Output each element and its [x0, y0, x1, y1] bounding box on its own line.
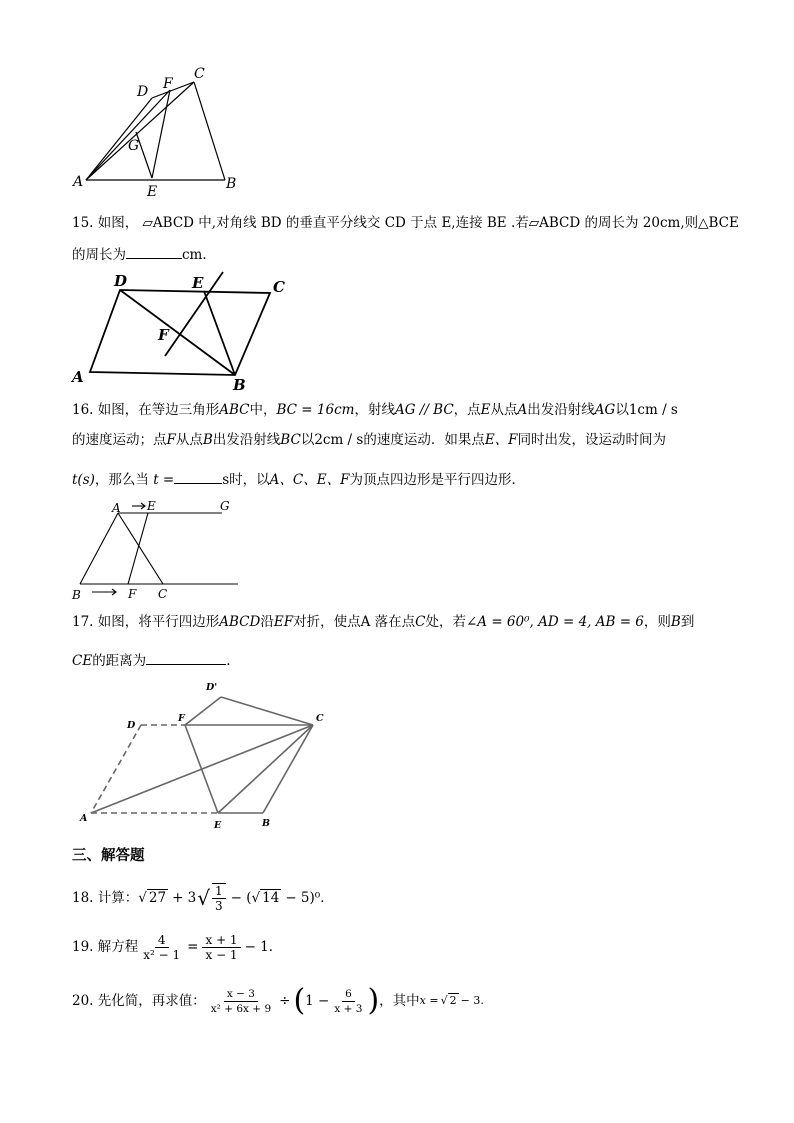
q16-text: 16. 如图，在等边三角形 — [72, 402, 220, 418]
label-F: F — [128, 587, 137, 601]
label-C: C — [273, 278, 285, 296]
sqrt-27-radicand: 27 — [148, 890, 167, 906]
q16-text: 以 — [300, 432, 315, 448]
parallelogram-ABCD — [90, 290, 270, 375]
q19-number: 19. 解方程 — [72, 939, 139, 955]
q16-math: F — [166, 432, 176, 448]
answer-blank-q17[interactable] — [146, 650, 226, 665]
segment-BE — [204, 291, 235, 375]
q17-line2 — [72, 650, 230, 670]
fraction-6-over — [331, 987, 365, 1016]
q15-line2-post: cm. — [182, 247, 207, 263]
q16-math: AG — [594, 402, 616, 418]
label-A: A — [73, 174, 84, 190]
label-E: E — [192, 274, 204, 292]
q20-text: ，其中 — [379, 993, 420, 1009]
label-C: C — [194, 66, 205, 82]
figure-q17-svg — [75, 678, 345, 838]
sqrt-2-radicand: 2 — [449, 994, 457, 1007]
q16-math: t(s) — [72, 472, 95, 488]
segment-AC — [118, 513, 163, 584]
figure-q16-svg — [70, 496, 245, 604]
left-paren: ( — [293, 983, 306, 1018]
label-D: D — [114, 272, 128, 290]
label-A: A — [80, 813, 88, 824]
figure-q15-svg — [70, 268, 300, 393]
answer-blank-q16[interactable] — [174, 469, 222, 484]
q16-text: 同时出发，设运动时间为 — [517, 432, 667, 448]
label-D-prime: D' — [206, 682, 218, 693]
q18 — [72, 877, 334, 919]
label-E: E — [147, 499, 156, 513]
segment-AD — [86, 98, 152, 180]
q16-line1 — [72, 401, 678, 419]
q17-math: ∠A = 60⁰, AD = 4, AB = 6 — [465, 614, 644, 630]
q15-line1: 15. 如图， ▱ABCD 中,对角线 BD 的垂直平分线交 CD 于点 E,连接 BE .若▱ABCD 的周长为 20cm,则△BCE — [72, 215, 739, 231]
label-F: F — [178, 713, 185, 724]
label-D: D — [127, 720, 136, 731]
sqrt-27: √ 27 — [138, 890, 167, 906]
sqrt-one-third: √ — [197, 886, 211, 910]
q16-math: A、C、E、F — [269, 472, 350, 488]
q18-term: − ( — [230, 890, 252, 906]
q16-text: s时，以 — [222, 472, 270, 488]
label-C: C — [316, 713, 324, 724]
q20-end: . — [480, 994, 484, 1007]
q18-end: ． — [320, 890, 334, 906]
figure-q14 — [70, 62, 250, 202]
fraction-denominator: x² − 1 — [143, 947, 181, 962]
label-B: B — [72, 588, 81, 602]
section-heading: 三、解答题 — [72, 848, 145, 864]
q16-math: 2cm / s — [314, 432, 364, 448]
fraction-numerator: x − 3 — [224, 987, 258, 1002]
q16-text: 出发沿射线 — [212, 432, 281, 448]
q15-line2 — [72, 244, 207, 264]
q17-text: 对折，使点A 落在点 — [293, 614, 416, 630]
figure-q14-svg — [70, 62, 250, 202]
q16-math: AG // BC — [394, 402, 454, 418]
segment-EF — [128, 513, 148, 584]
q17-math: ABCD — [219, 614, 261, 630]
fraction-one-third — [212, 883, 226, 913]
q20-term: 1 − — [305, 993, 330, 1009]
q16-math: BC = 16cm — [276, 402, 355, 418]
figure-q15 — [70, 268, 300, 393]
label-G: G — [220, 499, 230, 513]
fraction-left — [140, 933, 183, 962]
q16-text: 中， — [249, 402, 277, 418]
label-A: A — [72, 368, 84, 386]
q16-text: 的速度运动．如果点 — [363, 432, 485, 448]
q17-text: 17. 如图，将平行四边形 — [72, 614, 220, 630]
q17-text: 的距离为 — [92, 653, 147, 669]
label-E: E — [214, 820, 222, 831]
fraction-denominator: 3 — [215, 899, 223, 913]
label-C: C — [158, 587, 168, 601]
segment-FD1 — [185, 697, 221, 725]
q16-math: A — [517, 402, 528, 418]
fraction-right — [202, 933, 240, 962]
fraction-denominator: x + 3 — [334, 1002, 363, 1015]
figure-q17 — [75, 678, 345, 838]
q17-math: EF — [273, 614, 294, 630]
q17-math: CE — [72, 653, 93, 669]
label-A: A — [112, 501, 121, 515]
label-G: G — [128, 138, 140, 154]
fraction-denominator: x − 1 — [205, 947, 238, 962]
q16-text: ，点 — [453, 402, 481, 418]
q19-term: − 1 — [244, 939, 269, 955]
q16-text: ，那么当 — [94, 472, 149, 488]
q16-math: BC — [280, 432, 301, 448]
segment-AB — [80, 513, 118, 584]
fraction-numerator: 4 — [155, 933, 169, 948]
q16-line2 — [72, 431, 666, 449]
q17-line1 — [72, 613, 694, 631]
segment-EF — [152, 90, 170, 178]
q18-number: 18. 计算： — [72, 890, 139, 906]
label-B: B — [233, 376, 246, 394]
fraction-x-minus-3 — [208, 987, 274, 1016]
q20-math: x = — [419, 994, 439, 1007]
segment-D1C — [221, 697, 313, 725]
segment-EC — [218, 725, 313, 813]
q17-text: 沿 — [260, 614, 274, 630]
dashed-DA — [91, 725, 141, 813]
answer-blank-q15[interactable] — [126, 244, 182, 259]
q19-end: ． — [268, 939, 283, 955]
segment-BC — [194, 82, 225, 180]
sqrt-14: √ 14 — [251, 890, 280, 906]
q17-math: B — [670, 614, 681, 630]
equals-sign: = — [187, 939, 199, 955]
q20-number: 20. 先化简，再求值： — [72, 993, 206, 1009]
q15-line2-pre: 的周长为 — [72, 247, 126, 263]
q16-text: 以 — [615, 402, 629, 418]
q20-term: − 3 — [460, 994, 481, 1007]
q18-term: − 5)⁰ — [285, 890, 321, 906]
q17-text: ，则 — [643, 614, 671, 630]
q16-math: t = — [153, 472, 175, 488]
q17-text: 处，若 — [425, 614, 466, 630]
q16-math: B — [202, 432, 213, 448]
q17-text: . — [226, 653, 231, 669]
fraction-numerator: x + 1 — [202, 933, 240, 948]
q16-text: 从点 — [175, 432, 203, 448]
q16-math: E、F — [484, 432, 518, 448]
label-B: B — [262, 818, 271, 829]
label-F: F — [163, 76, 173, 92]
divide-sign: ÷ — [279, 993, 291, 1009]
diagonal-AC — [91, 725, 313, 813]
q16-text: 出发沿射线 — [527, 402, 595, 418]
q19 — [72, 927, 282, 967]
q16-text: 的速度运动；点 — [72, 432, 167, 448]
right-paren: ) — [367, 983, 380, 1018]
segment-DC — [152, 82, 194, 98]
label-F: F — [158, 326, 169, 344]
q16-math: 1cm / s — [628, 402, 678, 418]
sqrt-2: √ 2 — [440, 994, 457, 1007]
q16-line3 — [72, 469, 525, 489]
q20 — [72, 980, 484, 1022]
diagonal-BD — [120, 290, 235, 375]
fraction-numerator: 1 — [212, 884, 226, 899]
figure-q16 — [70, 496, 245, 604]
q16-text: ，射线 — [354, 402, 395, 418]
segment-AF — [86, 90, 170, 180]
q16-text: 为顶点四边形是平行四边形． — [349, 472, 525, 488]
label-D: D — [137, 84, 149, 100]
fraction-numerator: 6 — [342, 987, 355, 1002]
q16-math: E — [480, 402, 491, 418]
sqrt-14-radicand: 14 — [262, 890, 280, 906]
q17-text: 到 — [680, 614, 695, 630]
label-E: E — [147, 184, 158, 200]
q17-math: C — [415, 614, 426, 630]
fraction-denominator: x² + 6x + 9 — [210, 1002, 272, 1015]
q18-term: + 3 — [172, 890, 197, 906]
segment-BC — [263, 725, 313, 813]
q16-math: ABC — [219, 402, 250, 418]
q16-text: 从点 — [490, 402, 518, 418]
label-B: B — [226, 176, 237, 192]
